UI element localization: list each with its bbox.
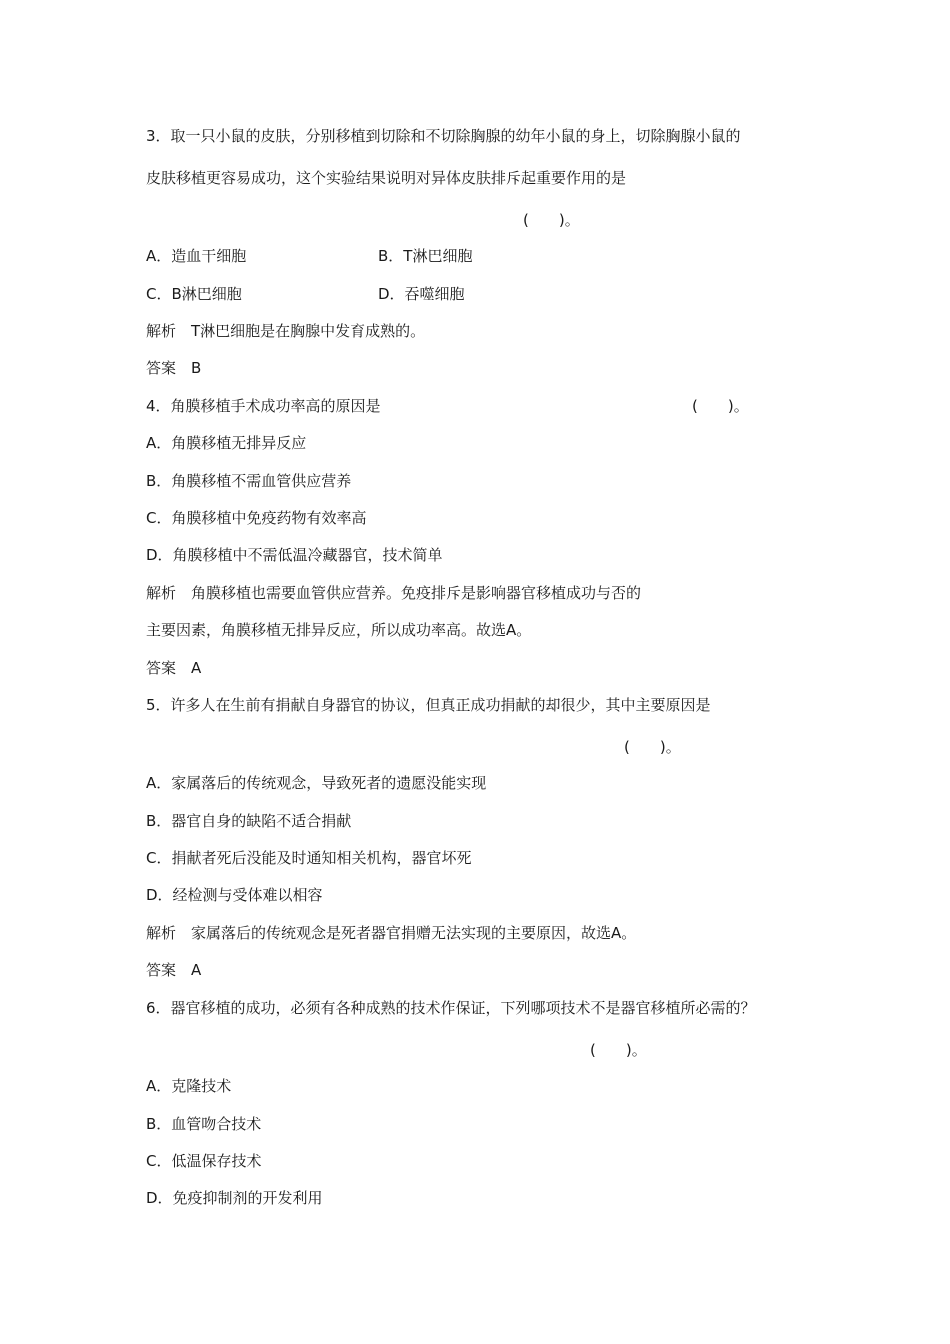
q4-answer-bracket: ( )。 [692,397,749,415]
q5-answer: 答案 A [146,961,202,979]
q5-option-c: C．捐献者死后没能及时通知相关机构，器官坏死 [146,849,472,867]
q6-option-a: A．克隆技术 [146,1077,232,1095]
q6-answer-bracket: ( )。 [590,1041,647,1059]
q4-analysis-line1: 解析 角膜移植也需要血管供应营养。免疫排斥是影响器官移植成功与否的 [146,584,642,602]
q6-stem: 6．器官移植的成功，必须有各种成熟的技术作保证，下列哪项技术不是器官移植所必需的？ [146,999,756,1017]
q4-answer: 答案 A [146,659,202,677]
q3-analysis: 解析 T淋巴细胞是在胸腺中发育成熟的。 [146,322,426,340]
q3-answer: 答案 B [146,359,202,377]
q3-stem-line1: 3．取一只小鼠的皮肤，分别移植到切除和不切除胸腺的幼年小鼠的身上，切除胸腺小鼠的 [146,127,741,145]
q5-answer-bracket: ( )。 [624,738,681,756]
q5-option-b: B．器官自身的缺陷不适合捐献 [146,812,352,830]
q4-option-d: D．角膜移植中不需低温冷藏器官，技术简单 [146,546,443,564]
q5-option-d: D．经检测与受体难以相容 [146,886,323,904]
q5-analysis: 解析 家属落后的传统观念是死者器官捐赠无法实现的主要原因，故选A。 [146,924,637,942]
q4-analysis-line2: 主要因素，角膜移植无排异反应，所以成功率高。故选A。 [146,621,532,639]
q5-option-a: A．家属落后的传统观念，导致死者的遗愿没能实现 [146,774,487,792]
q3-option-a: A．造血干细胞 [146,247,247,265]
q3-option-d: D．吞噬细胞 [378,285,465,303]
q6-option-d: D．免疫抑制剂的开发利用 [146,1189,323,1207]
q6-option-b: B．血管吻合技术 [146,1115,262,1133]
q4-option-a: A．角膜移植无排异反应 [146,434,307,452]
q4-stem: 4．角膜移植手术成功率高的原因是 [146,397,381,415]
q4-option-c: C．角膜移植中免疫药物有效率高 [146,509,367,527]
q3-option-c: C．B淋巴细胞 [146,285,242,303]
q3-option-b: B．T淋巴细胞 [378,247,473,265]
q3-answer-bracket: ( )。 [523,211,580,229]
q3-stem-line2: 皮肤移植更容易成功，这个实验结果说明对异体皮肤排斥起重要作用的是 [146,169,627,187]
q6-option-c: C．低温保存技术 [146,1152,262,1170]
q5-stem: 5．许多人在生前有捐献自身器官的协议，但真正成功捐献的却很少，其中主要原因是 [146,696,711,714]
q4-option-b: B．角膜移植不需血管供应营养 [146,472,352,490]
